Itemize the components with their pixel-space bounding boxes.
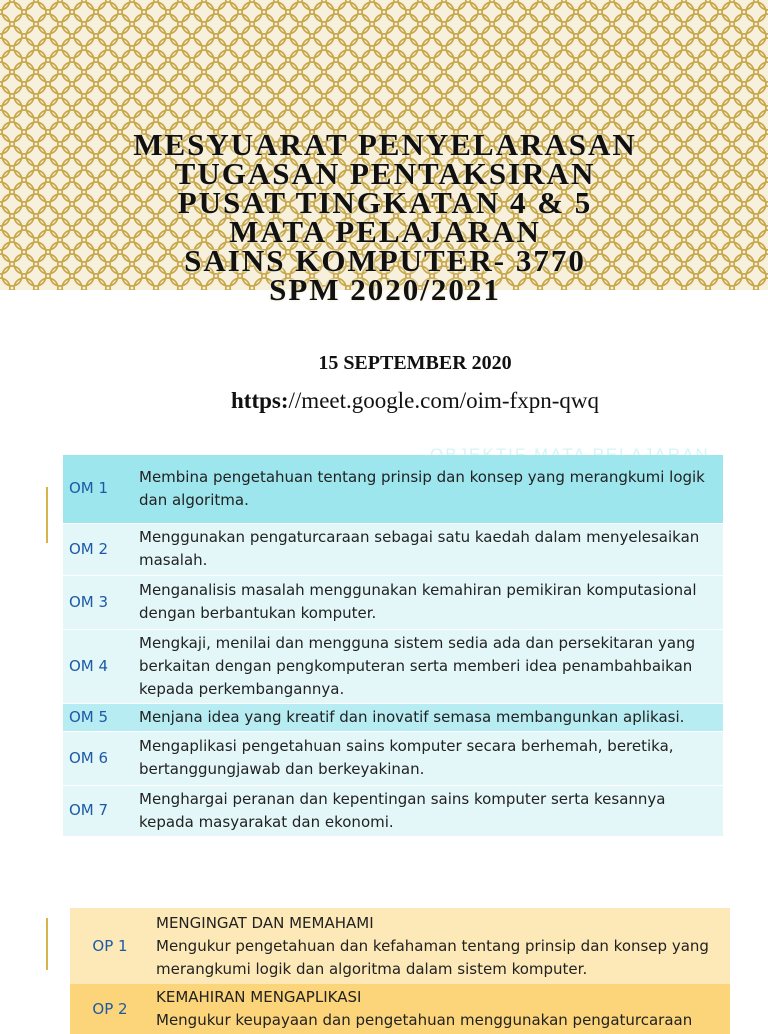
- title-line: TUGASAN PENTAKSIRAN: [174, 156, 596, 191]
- objective-text: Menjana idea yang kreatif dan inovatif semasa membangunkan aplikasi.: [133, 703, 723, 731]
- objective-row: [63, 523, 723, 575]
- performance-code: OP 1: [92, 936, 128, 955]
- faint-heading: OBJEKTIF MATA PELAJARAN: [430, 445, 710, 464]
- objective-code: OM 6: [63, 731, 133, 785]
- meeting-title: [60, 127, 710, 307]
- link-rest: //meet.google.com/oim-fxpn-qwq: [288, 388, 599, 413]
- objective-code: OM 2: [63, 523, 133, 575]
- objective-row: [63, 731, 723, 785]
- accent-line: [46, 487, 48, 543]
- objective-row: [63, 629, 723, 703]
- performance-cell: [150, 984, 730, 1034]
- objectives-table: [63, 455, 723, 837]
- performance-row: [70, 984, 730, 1034]
- accent-line: [46, 918, 48, 970]
- performance-heading: KEMAHIRAN MENGAPLIKASI: [156, 988, 362, 1006]
- performance-text: Mengukur pengetahuan dan kefahaman tentang prinsip dan konsep yang merangkumi logik dan algoritma dalam sistem komputer.: [156, 936, 709, 978]
- objective-row: [63, 575, 723, 629]
- title-line: SPM 2020/2021: [269, 272, 501, 307]
- objective-row: [63, 455, 723, 523]
- meeting-date: 15 SEPTEMBER 2020: [318, 352, 512, 374]
- title-line: MATA PELAJARAN: [229, 214, 541, 249]
- objective-code: OM 4: [63, 629, 133, 703]
- objective-row: [63, 703, 723, 731]
- objective-text: Mengaplikasi pengetahuan sains komputer secara berhemah, beretika, bertanggungjawab dan berkeyakinan.: [133, 731, 723, 785]
- performance-cell: [150, 908, 730, 984]
- meeting-link[interactable]: [0, 388, 768, 414]
- performance-row: [70, 908, 730, 984]
- performance-text: Mengukur keupayaan dan pengetahuan menggunakan pengaturcaraan: [156, 1011, 693, 1029]
- objective-code: OM 3: [63, 575, 133, 629]
- objective-text: Menghargai peranan dan kepentingan sains komputer serta kesannya kepada masyarakat dan ekonomi.: [133, 785, 723, 836]
- title-line: MESYUARAT PENYELARASAN: [133, 127, 637, 162]
- objective-text: Menganalisis masalah menggunakan kemahiran pemikiran komputasional dengan berbantukan komputer.: [133, 575, 723, 629]
- performance-heading: MENGINGAT DAN MEMAHAMI: [156, 913, 374, 932]
- performance-table: [70, 908, 730, 1034]
- objective-code: OM 1: [63, 455, 133, 523]
- objective-text: Mengkaji, menilai dan mengguna sistem sedia ada dan persekitaran yang berkaitan dengan pengkomputeran serta memberi idea penambahbaikan kepada perkembangannya.: [133, 629, 723, 703]
- title-line: PUSAT TINGKATAN 4 & 5: [177, 185, 593, 220]
- performance-code: OP 2: [92, 999, 128, 1018]
- link-prefix: https:: [231, 388, 289, 413]
- objective-code: OM 7: [63, 785, 133, 836]
- objective-row: [63, 785, 723, 836]
- objective-code: OM 5: [63, 703, 133, 731]
- objective-text: Membina pengetahuan tentang prinsip dan konsep yang merangkumi logik dan algoritma.: [133, 455, 723, 523]
- objective-text: Menggunakan pengaturcaraan sebagai satu kaedah dalam menyelesaikan masalah.: [133, 523, 723, 575]
- title-line: SAINS KOMPUTER- 3770: [184, 243, 586, 278]
